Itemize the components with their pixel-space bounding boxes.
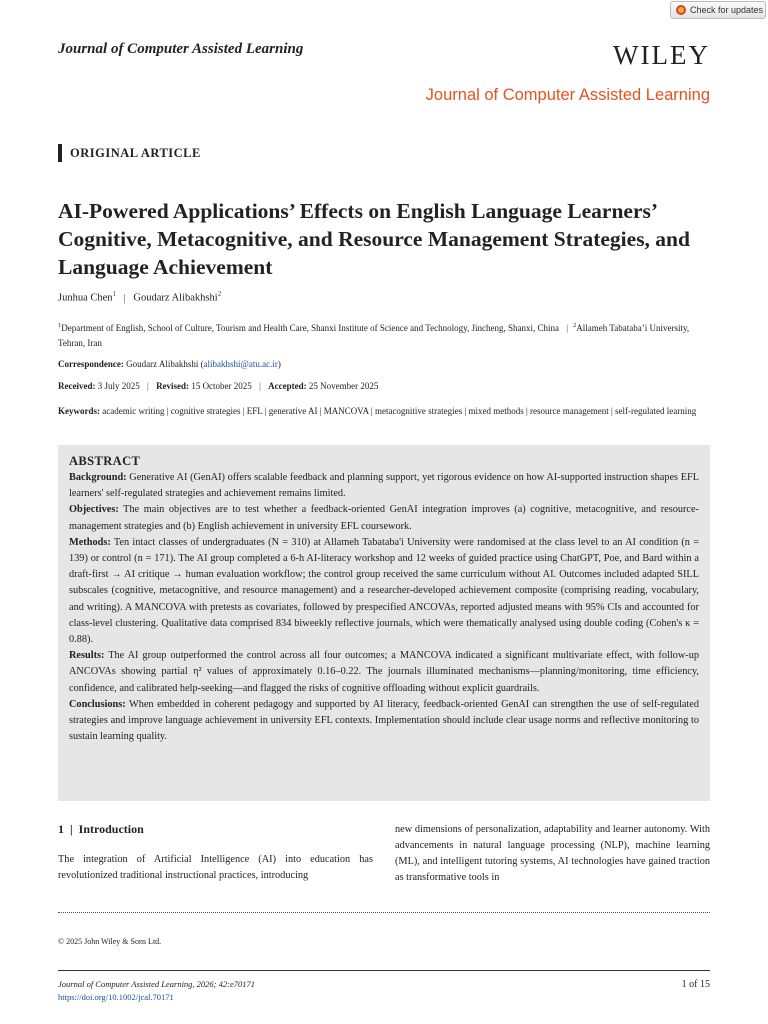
revised-date: 15 October 2025 bbox=[191, 381, 252, 391]
article-dates bbox=[58, 381, 378, 391]
received-date: 3 July 2025 bbox=[97, 381, 140, 391]
abstract-conclusions-text: When embedded in coherent pedagogy and supported by AI literacy, feedback-oriented GenAI can strengthen the use of self-regulated strategies and improve language achievement in university EFL contexts. Implementation should include clear usage norms and reflective monitoring to sustain learning quality. bbox=[69, 698, 699, 743]
intro-column-1: The integration of Artificial Intelligence (AI) into education has revolutionized traditional instructional practices, introducing bbox=[58, 854, 373, 881]
correspondence-label: Correspondence: bbox=[58, 359, 124, 369]
abstract-heading: ABSTRACT bbox=[69, 454, 141, 468]
revised-label: Revised: bbox=[156, 381, 190, 391]
affiliation-2: Allameh Tabataba’i University, Tehran, Iran bbox=[58, 323, 690, 348]
check-updates-label: Check for updates bbox=[690, 5, 764, 15]
accepted-label: Accepted: bbox=[268, 381, 307, 391]
author-separator: | bbox=[123, 292, 126, 304]
correspondence-close: ) bbox=[277, 359, 281, 369]
abstract-methods bbox=[69, 535, 699, 648]
date-separator: | bbox=[259, 381, 261, 391]
abstract-background bbox=[69, 470, 699, 502]
abstract-results-label: Results: bbox=[69, 650, 105, 662]
keywords-label: Keywords: bbox=[58, 406, 100, 416]
author-affiliation-ref[interactable]: 2 bbox=[217, 290, 222, 298]
abstract-box bbox=[58, 445, 710, 801]
abstract-conclusions-label: Conclusions: bbox=[69, 698, 126, 710]
abstract-objectives-text: The main objectives are to test whether a feedback-oriented GenAI integration improves (a) cognitive, metacognitive, and resource-management strategies and (b) English achievement in university EFL coursework. bbox=[69, 504, 699, 532]
abstract-methods-text: Ten intact classes of undergraduates (N = 310) at Allameh Tabataba'i University were randomised at the class level to an AI condition (n = 139) or control (n = 171). The AI group completed a 6-h AI-literacy workshop and 12 weeks of guided practice using ChatGPT, Poe, and Bard within a draft-first → AI critique → human evaluation workflow; the control group received the same curriculum without AI. Outcomes included adapted SILL subscales (cognitive, metacognitive, and resource management) and a researcher-developed achievement composite (comprising reading, vocabulary, and writing). A MANCOVA with pretests as covariates, followed by prespecified ANCOVAs, reported adjusted means with 95% CIs and accounted for class-level clustering. Qualitative data comprised 834 biweekly reflective journals, which were thematically analysed using double coding (Cohen's κ = 0.88). bbox=[69, 536, 700, 646]
affiliations bbox=[58, 318, 710, 351]
footer-citation: Journal of Computer Assisted Learning, 2026; 42:e70171 bbox=[58, 979, 255, 989]
abstract-results-text: The AI group outperformed the control across all four outcomes; a MANCOVA indicated a significant multivariate effect, with follow-up ANCOVAs showing partial η² values of approximately 0.16–0.22. The journals illuminated mechanisms—planning/monitoring, time efficiency, confidence, and calibrated help-seeking—and flagged the risks of cognitive offloading without explicit guardrails. bbox=[69, 650, 699, 694]
keywords-list: academic writing | cognitive strategies | EFL | generative AI | MANCOVA | metacognitive strategies | mixed methods | resource management | self-regulated learning bbox=[102, 406, 697, 416]
crossmark-icon bbox=[676, 5, 686, 15]
page-number: 1 of 15 bbox=[681, 979, 710, 990]
abstract-conclusions bbox=[69, 697, 699, 746]
affiliation-number: 2 bbox=[573, 322, 577, 329]
journal-header: Journal of Computer Assisted Learning bbox=[58, 41, 304, 57]
affiliation-number: 1 bbox=[58, 322, 62, 329]
check-for-updates-button[interactable] bbox=[670, 1, 766, 19]
abstract-objectives bbox=[69, 502, 699, 534]
section-heading-introduction: 1 | Introduction bbox=[58, 822, 144, 836]
footnote-divider bbox=[58, 912, 710, 913]
abstract-background-label: Background: bbox=[69, 472, 127, 483]
author-affiliation-ref[interactable]: 1 bbox=[112, 290, 117, 298]
correspondence-email-link[interactable]: alibakhshi@atu.ac.ir bbox=[203, 359, 278, 369]
author-name: Junhua Chen bbox=[58, 292, 113, 304]
keywords bbox=[58, 404, 710, 419]
received-label: Received: bbox=[58, 381, 96, 391]
copyright-notice: © 2025 John Wiley & Sons Ltd. bbox=[58, 937, 162, 946]
publisher-logo: WILEY bbox=[613, 40, 710, 70]
author-name: Goudarz Alibakhshi bbox=[133, 292, 218, 304]
author-list bbox=[58, 290, 221, 304]
correspondence-name: Goudarz Alibakhshi ( bbox=[126, 359, 204, 369]
abstract-background-text: Generative AI (GenAI) offers scalable feedback and planning support, yet rigorous evidence on how AI-supported instruction shapes EFL learners' self-regulated strategies and achievement remains limited. bbox=[69, 472, 700, 500]
date-separator: | bbox=[147, 381, 149, 391]
footer-divider bbox=[58, 970, 710, 971]
affiliation-1: Department of English, School of Culture, Tourism and Health Care, Shanxi Institute of Science and Technology, Jincheng, Shanxi, China bbox=[61, 323, 559, 333]
intro-column-2: new dimensions of personalization, adaptability and learner autonomy. With advancements in natural language processing (NLP), machine learning (ML), and intelligent tutoring systems, AI technologies have gained traction as transformative tools in bbox=[395, 824, 710, 883]
journal-brand: Journal of Computer Assisted Learning bbox=[425, 86, 710, 104]
affiliation-separator: | bbox=[566, 323, 569, 333]
abstract-methods-label: Methods: bbox=[69, 536, 111, 548]
abstract-objectives-label: Objectives: bbox=[69, 504, 119, 516]
doi-link[interactable]: https://doi.org/10.1002/jcal.70171 bbox=[58, 992, 174, 1002]
article-type: ORIGINAL ARTICLE bbox=[58, 144, 201, 162]
accepted-date: 25 November 2025 bbox=[308, 381, 379, 391]
abstract-results bbox=[69, 648, 699, 697]
correspondence bbox=[58, 359, 281, 369]
article-title: AI-Powered Applications’ Effects on English Language Learners’ Cognitive, Metacognitive, and Resource Management Strategies, and Language Achievement bbox=[58, 199, 690, 279]
